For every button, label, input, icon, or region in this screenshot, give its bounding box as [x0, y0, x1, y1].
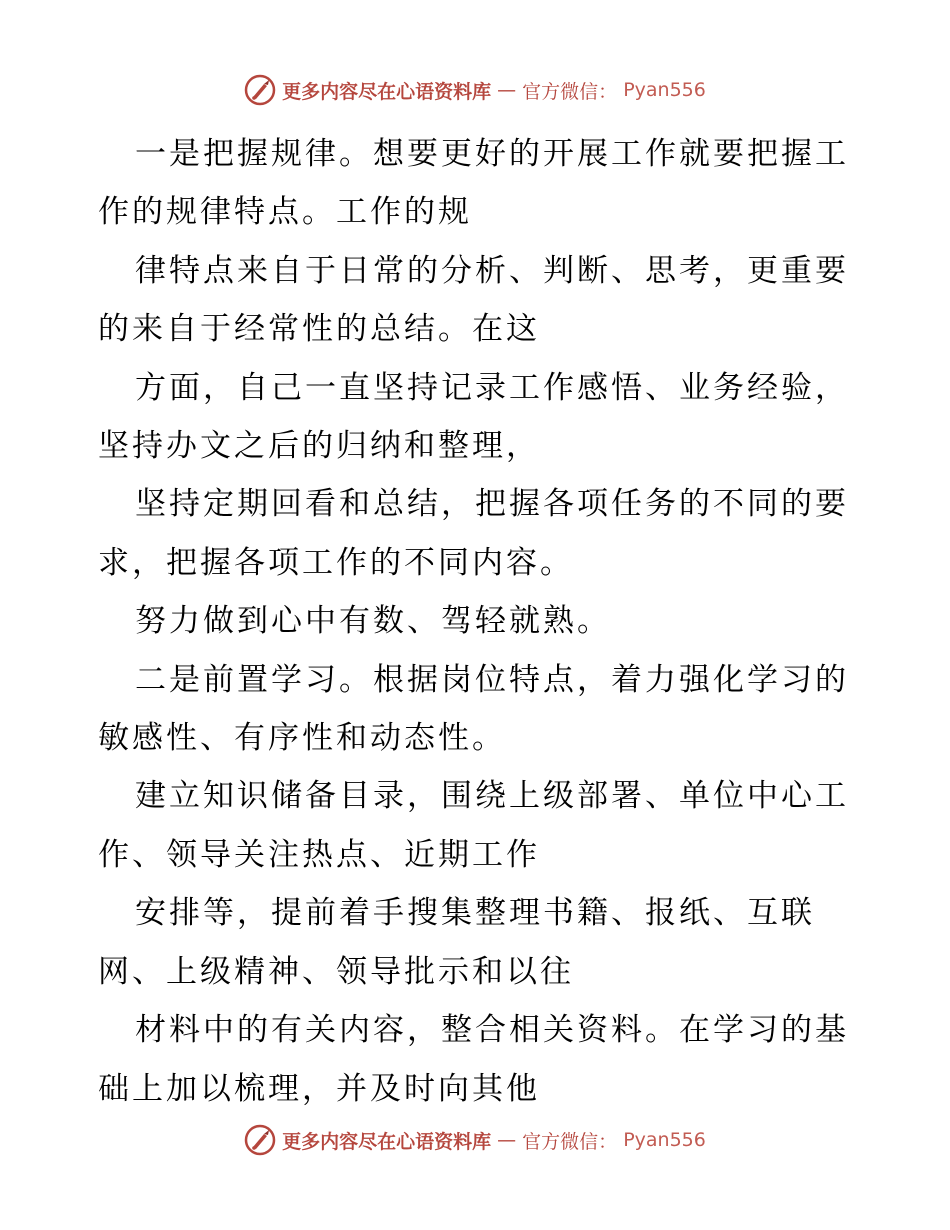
paragraph-line: 的来自于经常性的总结。在这	[98, 311, 540, 348]
paragraph-line: 作、领导关注热点、近期工作	[98, 836, 540, 873]
paragraph	[98, 651, 858, 768]
paragraph	[98, 767, 858, 884]
banner-wechat-label: 官方微信：	[522, 80, 618, 103]
paragraph-line: 努力做到心中有数、驾轻就熟。	[135, 603, 611, 640]
paragraph	[98, 884, 858, 1001]
banner-wechat-id: Pyan556	[623, 79, 706, 101]
paragraph-line: 建立知识储备目录，围绕上级部署、单位中心工	[135, 778, 849, 815]
paragraph-line: 律特点来自于日常的分析、判断、思考，更重要	[135, 252, 849, 289]
banner-brand: 更多内容尽在心语资料库	[282, 80, 492, 103]
header-banner	[0, 70, 950, 110]
paragraph-line: 求，把握各项工作的不同内容。	[98, 544, 574, 581]
quill-logo-icon	[244, 74, 276, 106]
paragraph-line: 敏感性、有序性和动态性。	[98, 720, 506, 757]
banner-brand: 更多内容尽在心语资料库	[282, 1130, 492, 1153]
paragraph	[98, 592, 858, 650]
paragraph-line: 材料中的有关内容，整合相关资料。在学习的基	[135, 1012, 849, 1049]
paragraph	[98, 359, 858, 476]
banner-separator: —	[497, 1129, 517, 1151]
paragraph-line: 坚持办文之后的归纳和整理，	[98, 428, 540, 465]
paragraph	[98, 1001, 858, 1118]
paragraph-line: 作的规律特点。工作的规	[98, 194, 472, 231]
paragraph	[98, 242, 858, 359]
quill-logo-icon	[244, 1124, 276, 1156]
paragraph-line: 网、上级精神、领导批示和以往	[98, 953, 574, 990]
paragraph-line: 一是把握规律。想要更好的开展工作就要把握工	[135, 136, 849, 172]
paragraph	[98, 475, 858, 592]
paragraph	[98, 125, 858, 242]
paragraph-line: 坚持定期回看和总结，把握各项任务的不同的要	[135, 486, 849, 523]
document-body	[98, 125, 858, 1118]
footer-banner	[0, 1120, 950, 1160]
banner-wechat-label: 官方微信：	[522, 1130, 618, 1153]
paragraph-line: 安排等，提前着手搜集整理书籍、报纸、互联	[135, 895, 815, 932]
paragraph-line: 二是前置学习。根据岗位特点，着力强化学习的	[135, 661, 849, 698]
banner-wechat-id: Pyan556	[623, 1129, 706, 1151]
banner-separator: —	[497, 79, 517, 101]
paragraph-line: 方面，自己一直坚持记录工作感悟、业务经验，	[135, 369, 849, 406]
paragraph-line: 础上加以梳理，并及时向其他	[98, 1070, 540, 1107]
